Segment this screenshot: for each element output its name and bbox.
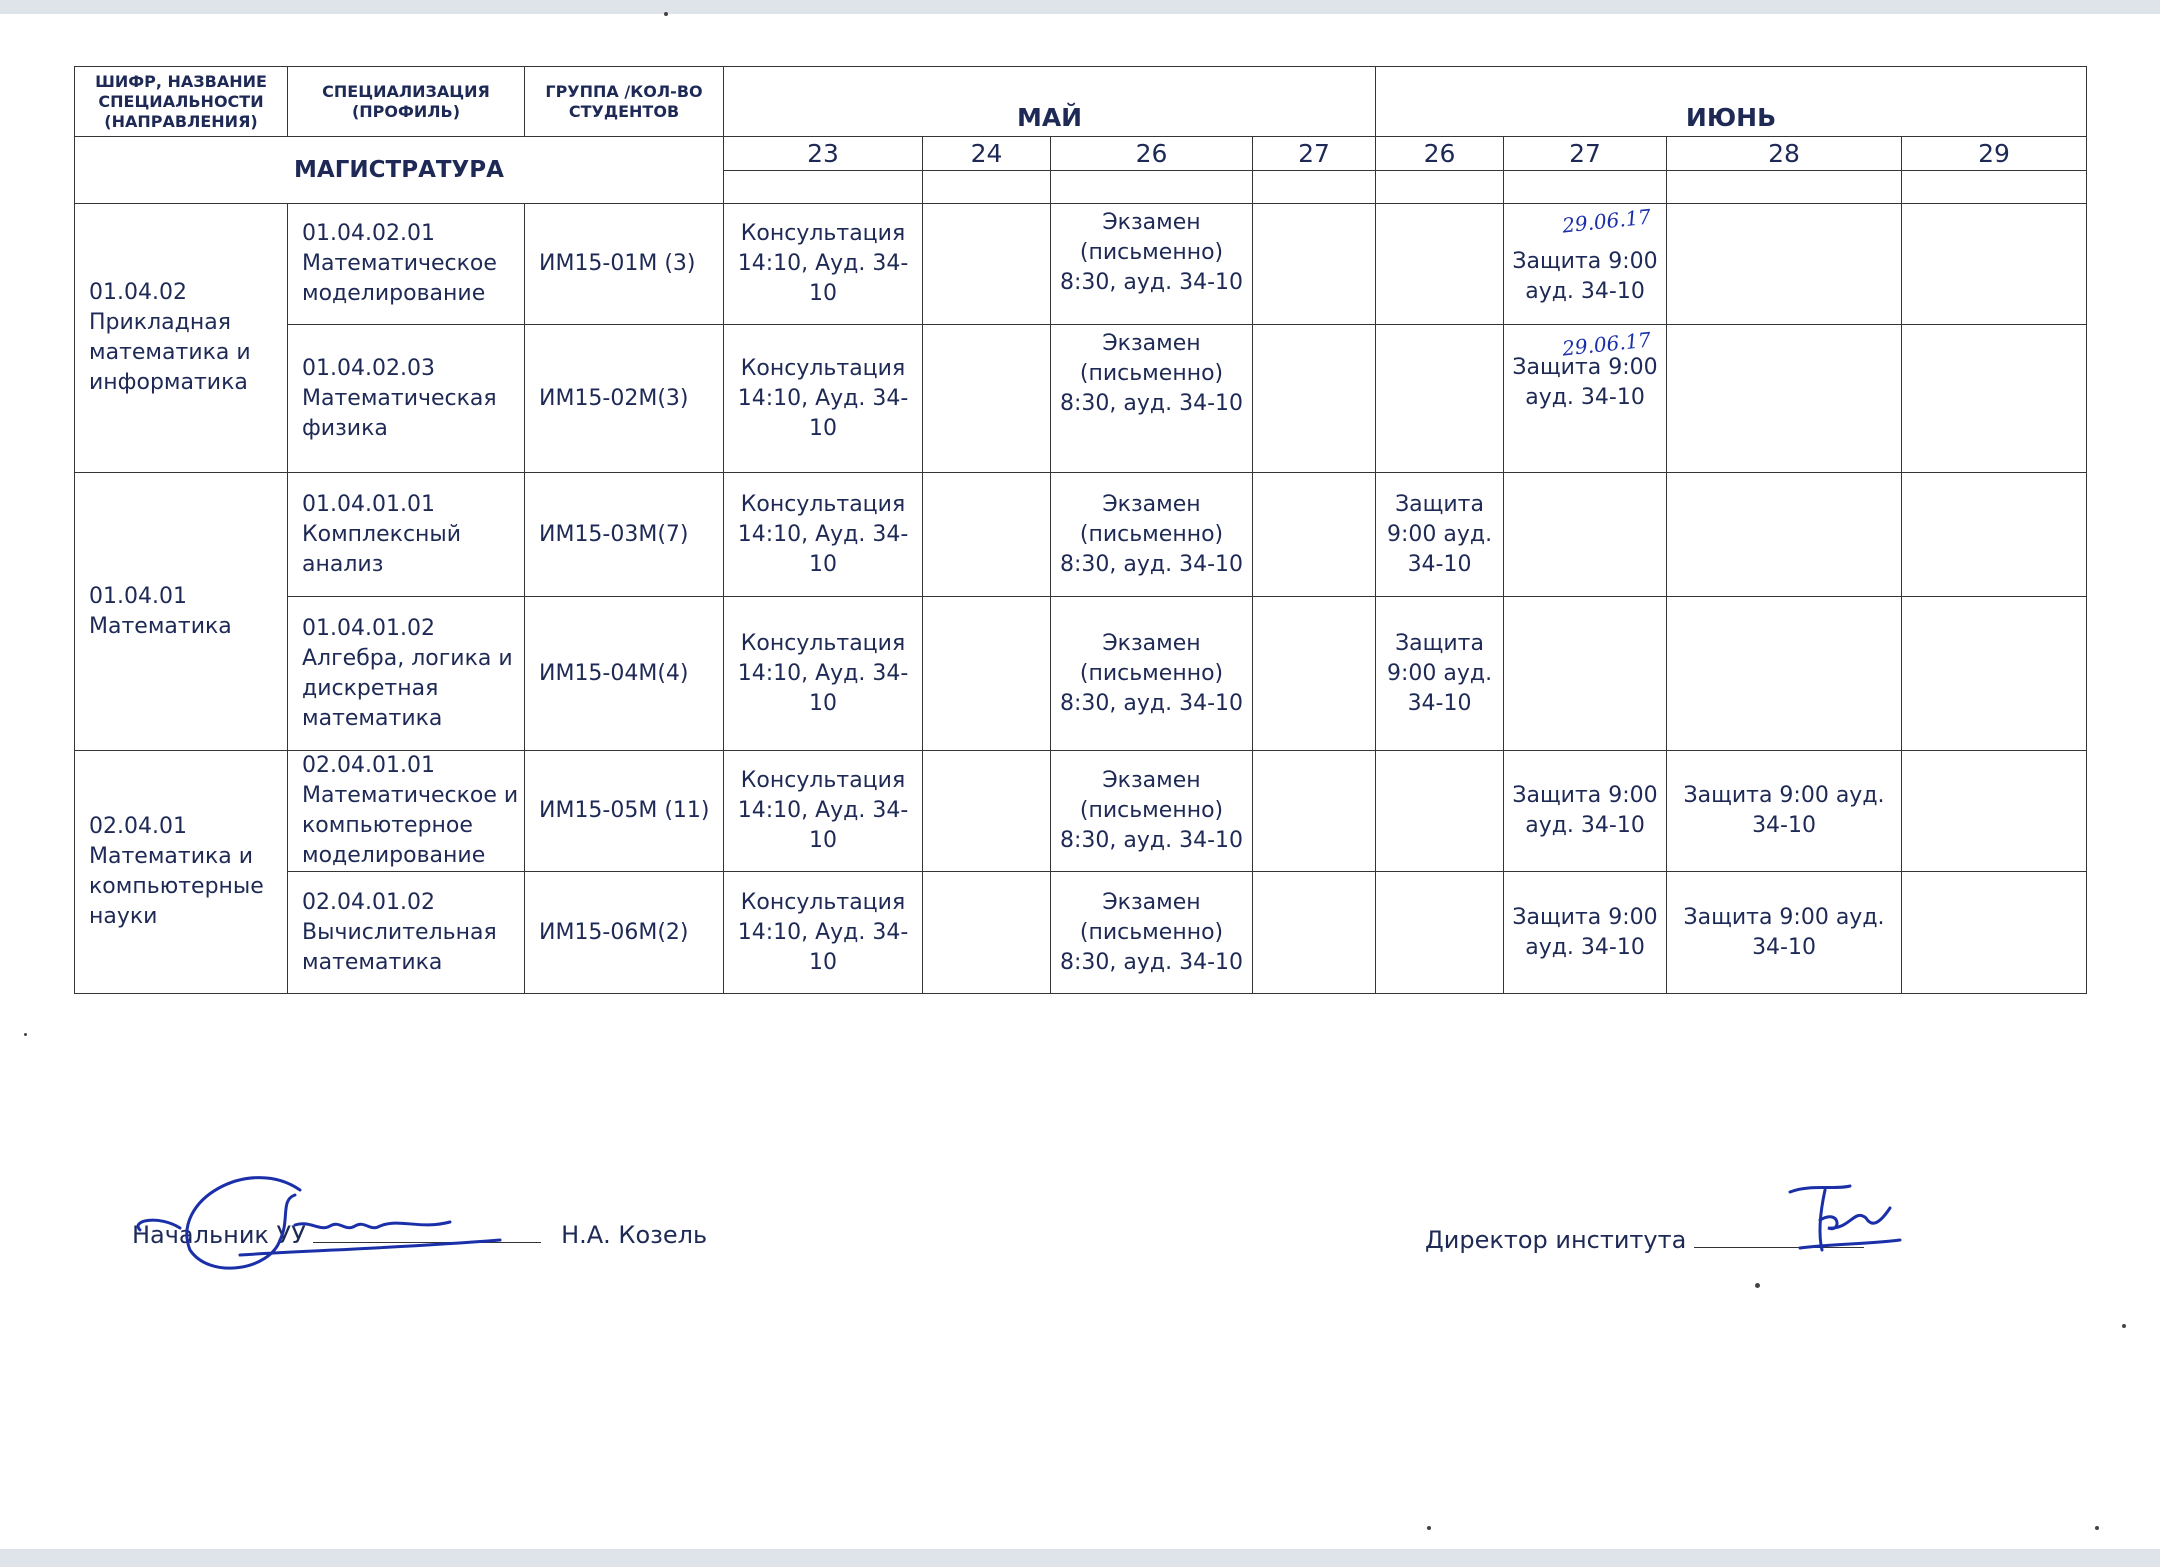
month-june: ИЮНЬ	[1376, 67, 2087, 137]
col-header-group: ГРУППА /КОЛ-ВО СТУДЕНТОВ	[525, 67, 724, 137]
group-cell: ИМ15-04М(4)	[525, 597, 724, 751]
day-header: 26	[1051, 137, 1253, 171]
schedule-cell: Консультация 14:10, Ауд. 34-10	[724, 597, 923, 751]
schedule-cell	[1667, 473, 1902, 597]
blank-cell	[1902, 171, 2087, 204]
schedule-cell: Защита 9:00 ауд. 34-10	[1667, 751, 1902, 872]
scan-speck	[2122, 1324, 2126, 1328]
schedule-cell	[1376, 204, 1504, 325]
schedule-cell	[1504, 204, 1667, 325]
schedule-cell: Экзамен (письменно) 8:30, ауд. 34-10	[1051, 325, 1253, 473]
blank-cell	[1051, 171, 1253, 204]
schedule-cell: Защита 9:00 ауд. 34-10	[1504, 751, 1667, 872]
profile-cell: 01.04.02.01 Математическое моделирование	[288, 204, 525, 325]
schedule-cell: Консультация 14:10, Ауд. 34-10	[724, 751, 923, 872]
schedule-cell	[1667, 597, 1902, 751]
profile-cell: 02.04.01.02 Вычислительная математика	[288, 872, 525, 994]
blank-cell	[724, 171, 923, 204]
schedule-cell	[1902, 872, 2087, 994]
table-row	[75, 325, 2087, 473]
profile-cell: 01.04.01.01 Комплексный анализ	[288, 473, 525, 597]
handwritten-signature-left	[120, 1160, 540, 1290]
table-row	[75, 597, 2087, 751]
day-header: 23	[724, 137, 923, 171]
schedule-cell	[1376, 872, 1504, 994]
table-row	[75, 204, 2087, 325]
schedule-cell: Экзамен (письменно) 8:30, ауд. 34-10	[1051, 751, 1253, 872]
schedule-cell	[1253, 325, 1376, 473]
schedule-cell: Консультация 14:10, Ауд. 34-10	[724, 473, 923, 597]
specialty-cell: 01.04.02 Прикладная математика и информатика	[75, 204, 288, 473]
day-header: 28	[1667, 137, 1902, 171]
table-row	[75, 751, 2087, 872]
day-header: 27	[1253, 137, 1376, 171]
specialty-cell: 02.04.01 Математика и компьютерные науки	[75, 751, 288, 994]
schedule-cell	[1253, 872, 1376, 994]
schedule-cell	[1376, 751, 1504, 872]
cell-text: Защита 9:00 ауд. 34-10	[1512, 355, 1658, 410]
group-cell: ИМ15-02М(3)	[525, 325, 724, 473]
col-header-profile: СПЕЦИАЛИЗАЦИЯ (ПРОФИЛЬ)	[288, 67, 525, 137]
col-header-specialty: ШИФР, НАЗВАНИЕ СПЕЦИАЛЬНОСТИ (НАПРАВЛЕНИЯ)	[75, 67, 288, 137]
schedule-cell	[1504, 597, 1667, 751]
schedule-cell	[1253, 597, 1376, 751]
schedule-cell	[1902, 751, 2087, 872]
blank-cell	[1504, 171, 1667, 204]
table-row	[75, 473, 2087, 597]
handwritten-date-note: 29.06.17	[1561, 327, 1653, 361]
scan-speck	[2095, 1526, 2099, 1530]
schedule-cell	[1902, 204, 2087, 325]
schedule-cell	[1504, 325, 1667, 473]
schedule-cell: Экзамен (письменно) 8:30, ауд. 34-10	[1051, 204, 1253, 325]
handwritten-signature-right	[1780, 1178, 1920, 1258]
scan-speck	[664, 12, 668, 16]
schedule-cell: Консультация 14:10, Ауд. 34-10	[724, 325, 923, 473]
schedule-cell	[923, 204, 1051, 325]
schedule-cell	[923, 473, 1051, 597]
group-cell: ИМ15-06М(2)	[525, 872, 724, 994]
profile-cell: 01.04.01.02 Алгебра, логика и дискретная математика	[288, 597, 525, 751]
scan-speck	[1755, 1283, 1760, 1288]
schedule-cell	[1902, 325, 2087, 473]
group-cell: ИМ15-05М (11)	[525, 751, 724, 872]
profile-cell: 02.04.01.01 Математическое и компьютерное моделирование	[288, 751, 525, 872]
schedule-cell	[1253, 204, 1376, 325]
header-row-months	[75, 67, 2087, 137]
schedule-cell: Защита 9:00 ауд. 34-10	[1376, 597, 1504, 751]
handwritten-date-note: 29.06.17	[1561, 204, 1653, 238]
schedule-cell: Защита 9:00 ауд. 34-10	[1667, 872, 1902, 994]
blank-cell	[1376, 171, 1504, 204]
group-cell: ИМ15-01М (3)	[525, 204, 724, 325]
signatory-title-right: Директор института	[1425, 1226, 1687, 1254]
header-row-days	[75, 137, 2087, 171]
group-cell: ИМ15-03М(7)	[525, 473, 724, 597]
cell-text: Защита 9:00 ауд. 34-10	[1512, 249, 1658, 304]
schedule-cell: Защита 9:00 ауд. 34-10	[1376, 473, 1504, 597]
signatory-name-left: Н.А. Козель	[561, 1221, 708, 1249]
day-header: 26	[1376, 137, 1504, 171]
schedule-cell	[1376, 325, 1504, 473]
schedule-cell: Защита 9:00 ауд. 34-10	[1504, 872, 1667, 994]
signatory-title-left: Начальник УУ	[132, 1221, 306, 1249]
scan-speck	[1427, 1526, 1431, 1530]
blank-cell	[923, 171, 1051, 204]
schedule-cell	[923, 325, 1051, 473]
schedule-cell: Экзамен (письменно) 8:30, ауд. 34-10	[1051, 872, 1253, 994]
scan-speck	[24, 1033, 27, 1036]
scan-edge-top	[0, 0, 2160, 14]
day-header: 27	[1504, 137, 1667, 171]
schedule-cell	[923, 872, 1051, 994]
section-title: МАГИСТРАТУРА	[75, 137, 724, 204]
day-header: 29	[1902, 137, 2087, 171]
schedule-cell	[1667, 204, 1902, 325]
schedule-cell	[1253, 751, 1376, 872]
schedule-cell	[1667, 325, 1902, 473]
schedule-cell: Консультация 14:10, Ауд. 34-10	[724, 872, 923, 994]
profile-cell: 01.04.02.03 Математическая физика	[288, 325, 525, 473]
month-may: МАЙ	[724, 67, 1376, 137]
schedule-cell: Экзамен (письменно) 8:30, ауд. 34-10	[1051, 473, 1253, 597]
schedule-cell	[923, 751, 1051, 872]
exam-schedule-table	[74, 66, 2087, 994]
day-header: 24	[923, 137, 1051, 171]
table-row	[75, 872, 2087, 994]
schedule-cell	[923, 597, 1051, 751]
blank-cell	[1667, 171, 1902, 204]
schedule-cell	[1253, 473, 1376, 597]
schedule-cell: Экзамен (письменно) 8:30, ауд. 34-10	[1051, 597, 1253, 751]
specialty-cell: 01.04.01 Математика	[75, 473, 288, 751]
schedule-cell	[1504, 473, 1667, 597]
schedule-cell: Консультация 14:10, Ауд. 34-10	[724, 204, 923, 325]
schedule-cell	[1902, 473, 2087, 597]
blank-cell	[1253, 171, 1376, 204]
scan-edge-bottom	[0, 1549, 2160, 1567]
schedule-cell	[1902, 597, 2087, 751]
